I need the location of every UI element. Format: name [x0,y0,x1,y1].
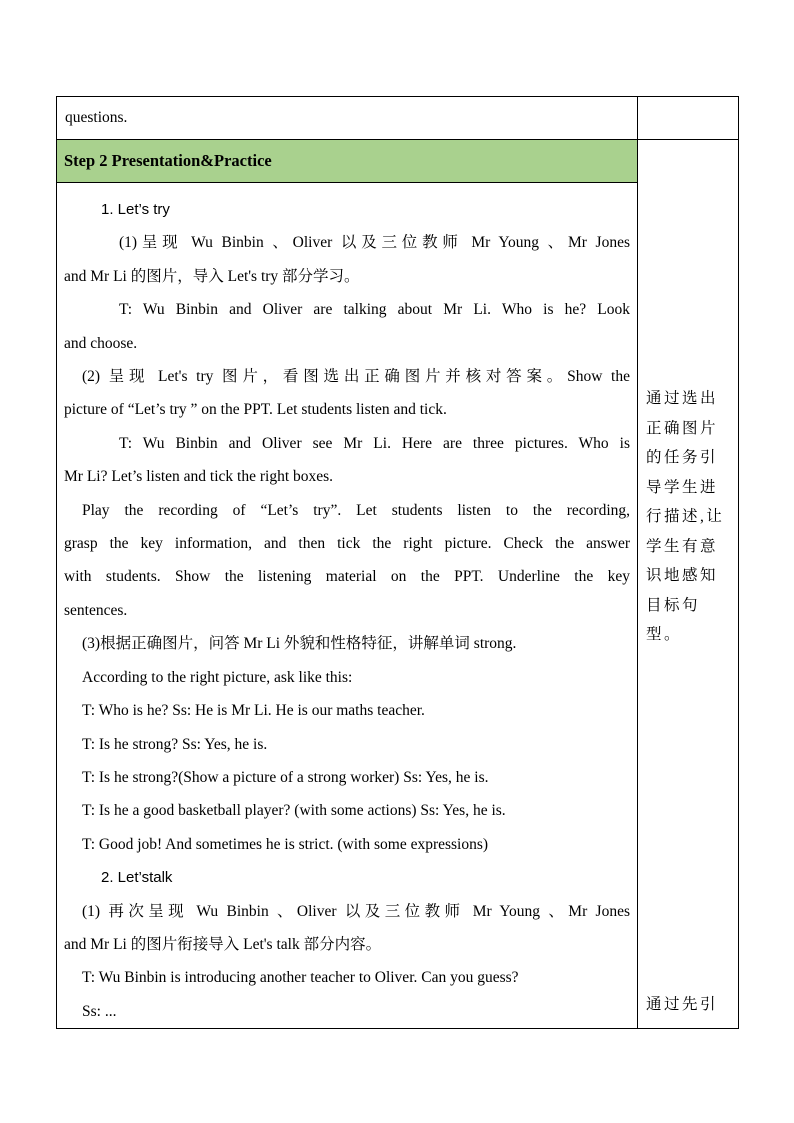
lesson-plan-table [56,96,739,1029]
table-row [57,183,739,1029]
dialogue-line: T: Is he strong? Ss: Yes, he is. [82,735,268,753]
paragraph: picture of “Let’s try ” on the PPT. Let students listen and tick. [64,401,447,419]
dialogue-line: T: Wu Binbin is introducing another teacher to Oliver. Can you guess? [82,969,519,987]
dialogue-line: T: Is he a good basketball player? (with some actions) Ss: Yes, he is. [82,802,506,820]
step-title: Step 2 Presentation&Practice [64,151,272,170]
paragraph: (3)根据正确图片，问答 Mr Li 外貌和性格特征，讲解单词 strong. [82,635,517,653]
top-note-cell [638,97,739,140]
table-row [57,140,739,183]
paragraph: with students. Show the listening material on the PPT. Underline the key [64,568,630,586]
paragraph: and Mr Li 的图片，导入 Let's try 部分学习。 [64,267,360,285]
section-heading-lets-try: 1. Let’s try [101,201,170,218]
paragraph: According to the right picture, ask like this: [82,668,353,686]
procedure-content [57,183,637,1028]
paragraph: sentences. [64,601,128,619]
continuation-text: questions. [65,109,128,126]
paragraph: and Mr Li 的图片衔接导入 Let's talk 部分内容。 [64,935,382,953]
dialogue-line: T: Is he strong?(Show a picture of a strong worker) Ss: Yes, he is. [82,768,489,786]
table-row [57,97,739,140]
dialogue-line: T: Good job! And sometimes he is strict. (with some expressions) [82,835,489,853]
paragraph: Mr Li? Let’s listen and tick the right boxes. [64,468,334,486]
paragraph: T: Wu Binbin and Oliver are talking about Mr Li. Who is he? Look [119,301,630,319]
dialogue-line: T: Who is he? Ss: He is Mr Li. He is our maths teacher. [82,702,425,720]
procedure-cell [57,183,638,1029]
paragraph: T: Wu Binbin and Oliver see Mr Li. Here are three pictures. Who is [119,434,630,452]
step-header-cell [57,140,638,183]
paragraph: (1) 再次呈现 Wu Binbin 、Oliver 以及三位教师 Mr Young 、Mr Jones [82,902,630,920]
top-main-cell [57,97,638,140]
paragraph: Play the recording of “Let’s try”. Let students listen to the recording, [82,501,630,519]
notes-cell [638,140,739,1029]
paragraph: (2) 呈现 Let's try 图片，看图选出正确图片并核对答案。Show the [82,368,630,386]
paragraph: (1)呈现 Wu Binbin 、Oliver 以及三位教师 Mr Young 、Mr Jones [119,234,630,252]
design-note: 通过选出正确图片的任务引导学生进行描述,让学生有意识地感知目标句型。 [646,390,725,643]
design-note-continued: 通过先引 [646,996,719,1013]
paragraph: grasp the key information, and then tick the right picture. Check the answer [64,535,630,553]
section-heading-lets-talk: 2. Let’stalk [101,869,173,887]
paragraph: and choose. [64,334,138,352]
dialogue-line: Ss: ... [82,1002,117,1020]
